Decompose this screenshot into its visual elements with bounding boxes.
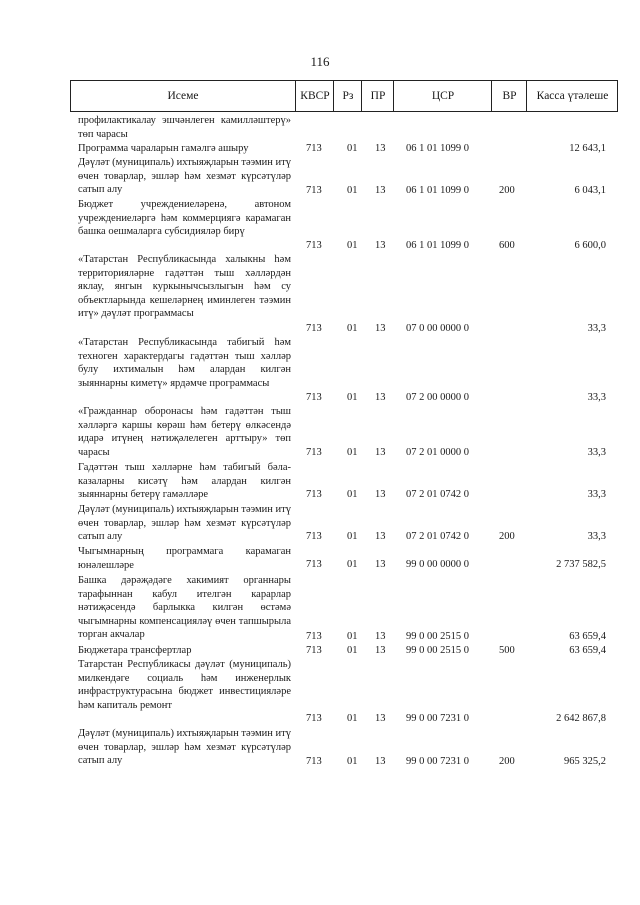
row-kvsr: 713	[306, 143, 322, 154]
row-amount: 63 659,4	[569, 645, 606, 656]
row-kvsr: 713	[306, 713, 322, 724]
row-amount: 965 325,2	[564, 756, 606, 767]
row-csr: 06 1 01 1099 0	[406, 185, 469, 196]
row-amount: 33,3	[587, 323, 606, 334]
row-csr: 99 0 00 2515 0	[406, 645, 469, 656]
row-name: Гадәттән тыш хәлләрне һәм табигый бәла-казаларны кисәтү һәм алардан килгән зыяннарны бетерү гамәлләре	[78, 462, 291, 501]
header-rz: Рз	[333, 81, 362, 111]
row-rz: 01	[347, 756, 358, 767]
row-pr: 13	[375, 489, 386, 500]
row-rz: 01	[347, 185, 358, 196]
row-amount: 6 043,1	[574, 185, 606, 196]
header-csr: ЦСР	[393, 81, 492, 111]
row-amount: 33,3	[587, 531, 606, 542]
row-kvsr: 713	[306, 645, 322, 656]
row-name: Чыгымнарның программага карамаган юнәлешләре	[78, 546, 291, 571]
row-pr: 13	[375, 645, 386, 656]
row-amount: 2 737 582,5	[556, 559, 606, 570]
row-vr: 200	[499, 531, 515, 542]
row-csr: 99 0 00 7231 0	[406, 713, 469, 724]
row-pr: 13	[375, 559, 386, 570]
row-csr: 07 2 01 0742 0	[406, 531, 469, 542]
row-rz: 01	[347, 645, 358, 656]
row-pr: 13	[375, 392, 386, 403]
row-pr: 13	[375, 240, 386, 251]
row-pr: 13	[375, 531, 386, 542]
row-name: Бюджетара трансфертлар	[78, 645, 192, 656]
row-pr: 13	[375, 756, 386, 767]
row-name: Бюджет учреждениеләренә, автоном учреждениеләргә һәм коммерциягә карамаган башка оешмаларга субсидияләр бирү	[78, 199, 291, 238]
row-pr: 13	[375, 631, 386, 642]
row-name: Башка дәрәҗәдәге хакимият органнары тарафыннан кабул ителгән карарлар нәтиҗәсендә барлыкка килгән өстәмә чыгымнарны компенсацияләү өчен тапшырыла торган акчалар	[78, 575, 291, 641]
row-csr: 07 2 01 0000 0	[406, 447, 469, 458]
row-csr: 07 0 00 0000 0	[406, 323, 469, 334]
row-amount: 6 600,0	[574, 240, 606, 251]
row-kvsr: 713	[306, 447, 322, 458]
row-kvsr: 713	[306, 392, 322, 403]
row-amount: 12 643,1	[569, 143, 606, 154]
row-name: Татарстан Республикасы дәүләт (муниципаль) милкендәге социаль һәм инженерлык инфраструктурасына бюджет инвестицияләре һәм капиталь ремонт	[78, 659, 291, 711]
row-name: Дәүләт (муниципаль) ихтыяҗларын тәэмин итү өчен товарлар, эшләр һәм хезмәт күрсәтүләр сатып алу	[78, 728, 291, 767]
row-pr: 13	[375, 713, 386, 724]
row-name: «Гражданнар оборонасы һәм гадәттән тыш хәлләргә каршы көрәш һәм бетерү өлкәсендә идарә итүнең нәтиҗәлелеген арттыру» төп чарасы	[78, 406, 291, 458]
header-kvsr: КВСР	[295, 81, 334, 111]
row-kvsr: 713	[306, 240, 322, 251]
header-vr: ВР	[491, 81, 527, 111]
row-name: профилактикалау эшчәнлеген камилләштерү» төп чарасы	[78, 115, 291, 140]
row-rz: 01	[347, 240, 358, 251]
row-kvsr: 713	[306, 756, 322, 767]
row-csr: 06 1 01 1099 0	[406, 143, 469, 154]
row-name: «Татарстан Республикасында табигый һәм техноген характердагы гадәттән тыш хәлләр булу ихтималын һәм алардан килгән зыяннарны киметү» ярдәмче программасы	[78, 337, 291, 389]
row-csr: 07 2 01 0742 0	[406, 489, 469, 500]
row-kvsr: 713	[306, 323, 322, 334]
row-rz: 01	[347, 631, 358, 642]
row-kvsr: 713	[306, 531, 322, 542]
row-vr: 200	[499, 185, 515, 196]
row-name: Дәүләт (муниципаль) ихтыяҗларын тәэмин итү өчен товарлар, эшләр һәм хезмәт күрсәтүләр сатып алу	[78, 504, 291, 543]
header-name: Исеме	[167, 90, 199, 102]
row-pr: 13	[375, 185, 386, 196]
row-kvsr: 713	[306, 489, 322, 500]
row-amount: 33,3	[587, 489, 606, 500]
row-pr: 13	[375, 447, 386, 458]
row-kvsr: 713	[306, 559, 322, 570]
header-amount: Касса үтәлеше	[526, 81, 618, 111]
row-rz: 01	[347, 392, 358, 403]
row-name: Программа чараларын гамәлгә ашыру	[78, 143, 249, 154]
row-rz: 01	[347, 531, 358, 542]
row-amount: 33,3	[587, 392, 606, 403]
row-kvsr: 713	[306, 631, 322, 642]
row-vr: 200	[499, 756, 515, 767]
page-number: 116	[310, 54, 330, 69]
row-csr: 07 2 00 0000 0	[406, 392, 469, 403]
row-name: «Татарстан Республикасында халыкны һәм территорияләрне гадәттән тыш хәлләрдән яклау, янгын куркынычсызлыгын һәм су объектларында кешеләрнең иминлеген тәэмин итү» дәүләт программасы	[78, 254, 291, 320]
row-rz: 01	[347, 143, 358, 154]
row-kvsr: 713	[306, 185, 322, 196]
header-pr: ПР	[361, 81, 394, 111]
row-rz: 01	[347, 447, 358, 458]
row-rz: 01	[347, 323, 358, 334]
row-csr: 99 0 00 2515 0	[406, 631, 469, 642]
row-csr: 06 1 01 1099 0	[406, 240, 469, 251]
row-amount: 2 642 867,8	[556, 713, 606, 724]
row-vr: 500	[499, 645, 515, 656]
row-pr: 13	[375, 323, 386, 334]
row-pr: 13	[375, 143, 386, 154]
row-rz: 01	[347, 489, 358, 500]
row-csr: 99 0 00 7231 0	[406, 756, 469, 767]
row-vr: 600	[499, 240, 515, 251]
row-csr: 99 0 00 0000 0	[406, 559, 469, 570]
row-amount: 33,3	[587, 447, 606, 458]
row-name: Дәүләт (муниципаль) ихтыяҗларын тәэмин итү өчен товарлар, эшләр һәм хезмәт күрсәтүләр сатып алу	[78, 157, 291, 196]
row-rz: 01	[347, 559, 358, 570]
row-amount: 63 659,4	[569, 631, 606, 642]
row-rz: 01	[347, 713, 358, 724]
